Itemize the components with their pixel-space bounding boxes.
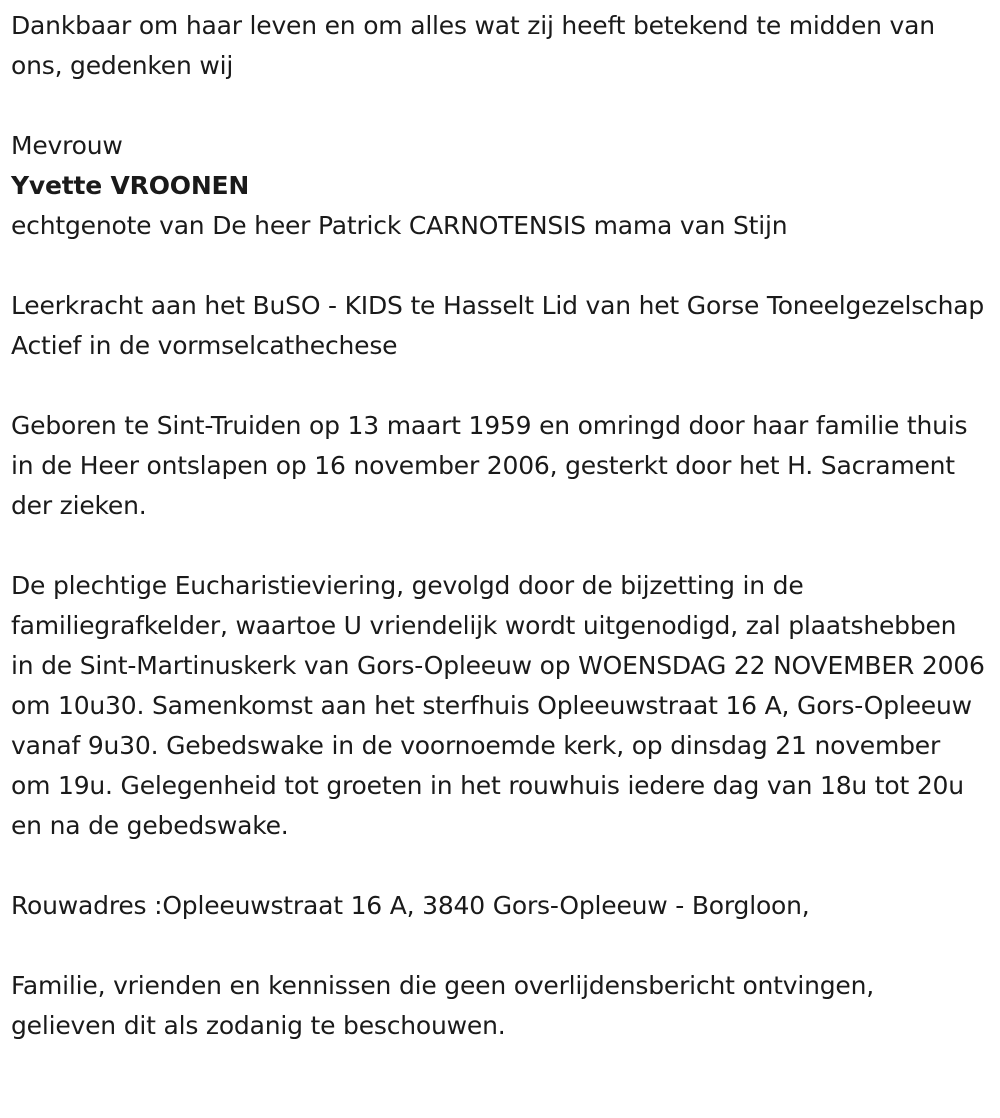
closing-text: Familie, vrienden en kennissen die geen overlijdensbericht ontvingen, gelieven dit als zodanig te beschouwen. <box>11 971 875 1040</box>
salutation: Mevrouw <box>11 131 123 160</box>
death-notice <box>11 6 986 1046</box>
ceremony-text: De plechtige Eucharistieviering, gevolgd door de bijzetting in de familiegrafkelder, waartoe U vriendelijk wordt uitgenodigd, zal plaatshebben in de Sint-Martinuskerk van Gors-Opleeuw op WOENSDAG 22 NOVEMBER 2006 om 10u30. Samenkomst aan het sterfhuis Opleeuwstraat 16 A, Gors-Opleeuw vanaf 9u30. Gebedswake in de voornoemde kerk, op dinsdag 21 november om 19u. Gelegenheid tot groeten in het rouwhuis iedere dag van 18u tot 20u en na de gebedswake. <box>11 571 985 840</box>
relation-text: echtgenote van De heer Patrick CARNOTENSIS mama van Stijn <box>11 211 788 240</box>
deceased-name: Yvette VROONEN <box>11 171 250 200</box>
mourning-address: Rouwadres :Opleeuwstraat 16 A, 3840 Gors-Opleeuw - Borgloon, <box>11 891 810 920</box>
birth-death-text: Geboren te Sint-Truiden op 13 maart 1959 en omringd door haar familie thuis in de Heer ontslapen op 16 november 2006, gesterkt door het H. Sacrament der zieken. <box>11 411 968 520</box>
intro-text: Dankbaar om haar leven en om alles wat zij heeft betekend te midden van ons, gedenken wij <box>11 11 935 80</box>
occupation-text: Leerkracht aan het BuSO - KIDS te Hasselt Lid van het Gorse Toneelgezelschap Actief in de vormselcathechese <box>11 291 985 360</box>
